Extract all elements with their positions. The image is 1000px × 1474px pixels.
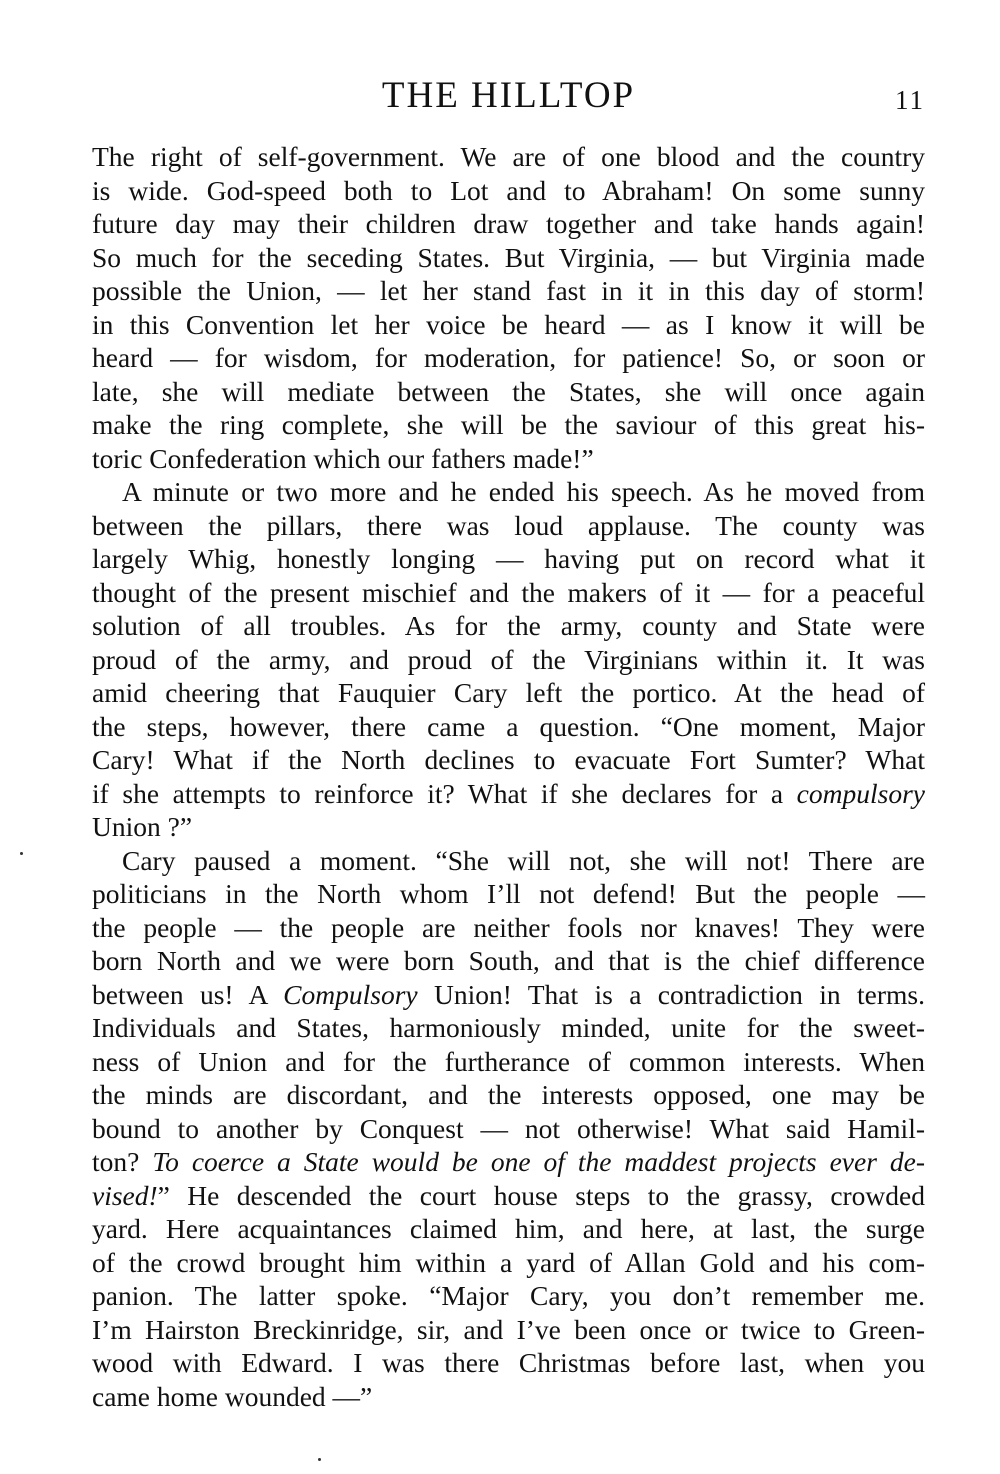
- book-page: [92, 72, 925, 1413]
- text-span: if she attempts to reinforce it? What if she declares for a: [92, 777, 797, 809]
- text-span: future day may their children draw together and take hands again!: [92, 208, 925, 239]
- text-span: I’m Hairston Breckinridge, sir, and I’ve been once or twice to Green-: [92, 1313, 925, 1345]
- text-line: [92, 877, 925, 911]
- text-line: [92, 408, 925, 442]
- text-line: [92, 1112, 925, 1146]
- text-line: [92, 475, 925, 509]
- text-span: between the pillars, there was loud applause. The county was: [92, 509, 925, 541]
- text-span: ” He descended the court house steps to the grassy, crowded: [157, 1179, 925, 1211]
- text-span: the people — the people are neither fools nor knaves! They were: [92, 911, 925, 943]
- text-span: make the ring complete, she will be the saviour of this great his-: [92, 409, 925, 440]
- text-span: heard — for wisdom, for moderation, for patience! So, or soon or: [92, 342, 925, 373]
- text-line: [92, 174, 925, 208]
- text-line: [92, 341, 925, 375]
- text-span: politicians in the North whom I’ll not defend! But the people —: [92, 878, 925, 909]
- text-line: [92, 442, 925, 476]
- text-line: [92, 1313, 925, 1347]
- text-line: [92, 509, 925, 543]
- page-number: 11: [895, 85, 925, 115]
- text-line: [92, 777, 925, 811]
- page-header: [92, 72, 925, 120]
- text-line: [92, 1078, 925, 1112]
- text-line: [92, 1145, 925, 1179]
- text-span: solution of all troubles. As for the army, county and State were: [92, 610, 925, 641]
- text-span: toric Confederation which our fathers made!”: [92, 442, 594, 474]
- text-span: A minute or two more and he ended his speech. As he moved from: [122, 476, 925, 507]
- text-line: [92, 844, 925, 878]
- text-span: Individuals and States, harmoniously minded, unite for the sweet-: [92, 1012, 925, 1043]
- text-span: thought of the present mischief and the makers of it — for a peaceful: [92, 576, 925, 608]
- italic-text: vised!: [92, 1179, 158, 1211]
- text-line: [92, 609, 925, 643]
- text-line: [92, 944, 925, 978]
- text-line: [92, 1246, 925, 1280]
- margin-speck: [20, 852, 23, 855]
- text-span: in this Convention let her voice be heard — as I know it will be: [92, 308, 925, 340]
- text-span: the steps, however, there came a question. “One moment, Major: [92, 710, 925, 742]
- text-line: [92, 140, 925, 174]
- text-span: Union! That is a contradiction in terms.: [417, 978, 925, 1010]
- italic-text: Compulsory: [283, 978, 418, 1010]
- text-line: [92, 308, 925, 342]
- text-line: [92, 978, 925, 1012]
- text-span: of the crowd brought him within a yard of Allan Gold and his com-: [92, 1246, 925, 1278]
- text-span: born North and we were born South, and that is the chief difference: [92, 945, 925, 976]
- text-span: proud of the army, and proud of the Virginians within it. It was: [92, 643, 925, 675]
- body-text: [92, 140, 925, 1413]
- text-span: The right of self-government. We are of one blood and the country: [92, 141, 925, 172]
- text-line: [92, 274, 925, 308]
- text-line: [92, 1212, 925, 1246]
- italic-text: To coerce a State would be one of the maddest projects ever de-: [152, 1146, 925, 1177]
- text-line: [92, 710, 925, 744]
- running-title: THE HILLTOP: [381, 75, 636, 116]
- text-line: [92, 542, 925, 576]
- text-span: yard. Here acquaintances claimed him, and here, at last, the surge: [92, 1213, 925, 1244]
- text-line: [92, 1179, 925, 1213]
- text-span: Union ?”: [92, 811, 193, 842]
- text-line: [92, 643, 925, 677]
- text-line: [92, 241, 925, 275]
- text-line: [92, 810, 925, 844]
- text-line: [92, 576, 925, 610]
- text-span: came home wounded —”: [92, 1380, 373, 1412]
- text-span: So much for the seceding States. But Virginia, — but Virginia made: [92, 241, 925, 273]
- text-span: amid cheering that Fauquier Cary left the portico. At the head of: [92, 677, 925, 708]
- text-line: [92, 1279, 925, 1313]
- text-span: is wide. God-speed both to Lot and to Abraham! On some sunny: [92, 174, 925, 206]
- text-line: [92, 375, 925, 409]
- text-span: the minds are discordant, and the interests opposed, one may be: [92, 1079, 925, 1110]
- text-span: ness of Union and for the furtherance of common interests. When: [92, 1045, 925, 1077]
- text-line: [92, 1011, 925, 1045]
- text-span: bound to another by Conquest — not otherwise! What said Hamil-: [92, 1112, 925, 1144]
- text-span: possible the Union, — let her stand fast in it in this day of storm!: [92, 275, 925, 306]
- text-span: between us! A: [92, 978, 284, 1010]
- italic-text: compulsory: [796, 777, 925, 809]
- text-line: [92, 743, 925, 777]
- text-line: [92, 1045, 925, 1079]
- text-line: [92, 676, 925, 710]
- text-line: [92, 207, 925, 241]
- bottom-speck: [318, 1458, 321, 1461]
- text-span: Cary paused a moment. “She will not, she will not! There are: [122, 844, 925, 876]
- text-span: largely Whig, honestly longing — having put on record what it: [92, 543, 925, 574]
- text-span: panion. The latter spoke. “Major Cary, you don’t remember me.: [92, 1280, 925, 1311]
- text-line: [92, 911, 925, 945]
- text-line: [92, 1380, 925, 1414]
- text-span: late, she will mediate between the States, she will once again: [92, 375, 925, 407]
- text-span: ton?: [92, 1146, 153, 1177]
- text-span: wood with Edward. I was there Christmas before last, when you: [92, 1347, 925, 1378]
- text-span: Cary! What if the North declines to evacuate Fort Sumter? What: [92, 744, 925, 775]
- text-line: [92, 1346, 925, 1380]
